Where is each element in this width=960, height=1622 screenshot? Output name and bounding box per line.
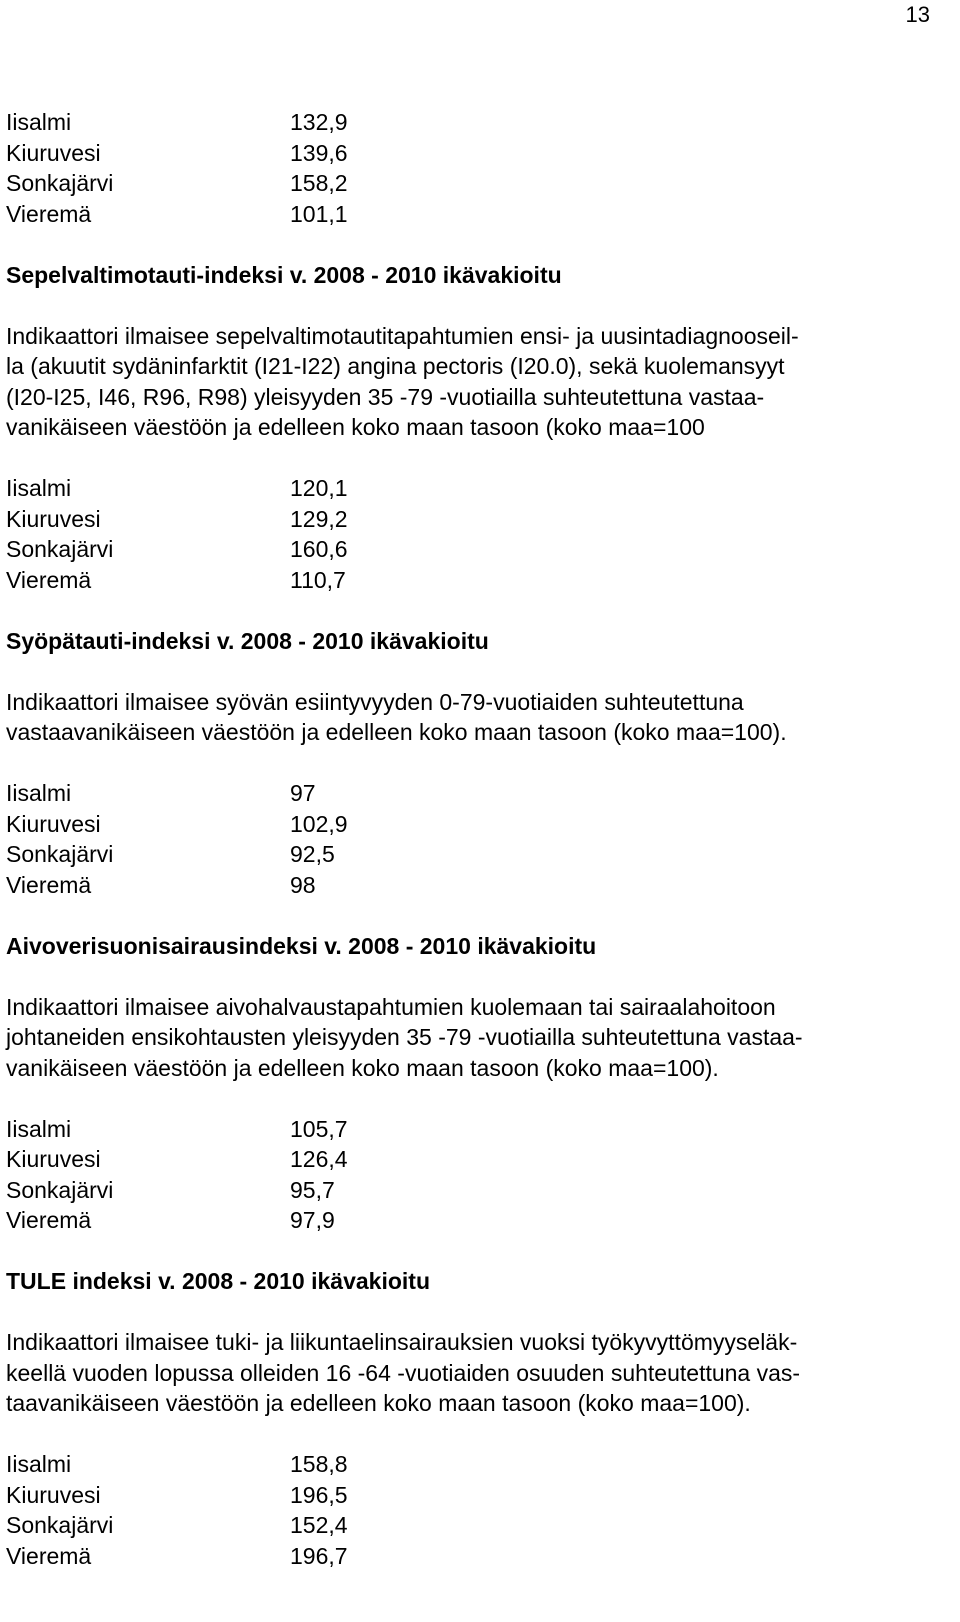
table-row bbox=[6, 138, 936, 169]
section-table bbox=[6, 1449, 936, 1571]
index-value: 95,7 bbox=[290, 1176, 335, 1203]
index-value: 158,2 bbox=[290, 170, 348, 196]
index-value: 132,9 bbox=[290, 109, 348, 135]
section-heading: Aivoverisuonisairausindeksi v. 2008 - 2010 ikävakioitu bbox=[6, 932, 597, 959]
index-value: 120,1 bbox=[290, 475, 348, 501]
section-table bbox=[6, 473, 936, 595]
paragraph-line: keellä vuoden lopussa olleiden 16 -64 -vuotiaiden osuuden suhteutettuna vas- bbox=[6, 1359, 801, 1386]
index-value: 126,4 bbox=[290, 1146, 348, 1172]
paragraph-line: johtaneiden ensikohtausten yleisyyden 35 -79 -vuotiailla suhteutettuna vastaa- bbox=[6, 1024, 803, 1050]
paragraph-line: vastaavanikäiseen väestöön ja edelleen koko maan tasoon (koko maa=100). bbox=[6, 719, 787, 745]
table-row bbox=[6, 839, 936, 870]
section-sepelvaltimotauti bbox=[6, 260, 936, 596]
section-heading: Sepelvaltimotauti-indeksi v. 2008 - 2010 ikävakioitu bbox=[6, 261, 562, 288]
municipality-name: Vieremä bbox=[6, 566, 92, 593]
table-row bbox=[6, 1144, 936, 1175]
municipality-name: Sonkajärvi bbox=[6, 1512, 114, 1538]
municipality-name: Sonkajärvi bbox=[6, 170, 114, 196]
index-value: 101,1 bbox=[290, 200, 348, 227]
table-row bbox=[6, 199, 936, 230]
paragraph-line: Indikaattori ilmaisee syövän esiintyvyyden 0-79-vuotiaiden suhteutettuna bbox=[6, 688, 744, 715]
section-paragraph bbox=[6, 1327, 936, 1419]
index-value: 196,5 bbox=[290, 1481, 348, 1508]
table-row bbox=[6, 473, 936, 504]
index-value: 158,8 bbox=[290, 1451, 348, 1477]
table-row bbox=[6, 870, 936, 901]
municipality-name: Vieremä bbox=[6, 1542, 92, 1569]
municipality-name: Kiuruvesi bbox=[6, 139, 101, 166]
table-row bbox=[6, 1541, 936, 1572]
section-paragraph bbox=[6, 321, 936, 443]
table-row bbox=[6, 1510, 936, 1541]
index-value: 129,2 bbox=[290, 505, 348, 532]
table-row bbox=[6, 1175, 936, 1206]
paragraph-line: vanikäiseen väestöön ja edelleen koko maan tasoon (koko maa=100). bbox=[6, 1054, 719, 1081]
paragraph-line: Indikaattori ilmaisee sepelvaltimotautitapahtumien ensi- ja uusintadiagnooseil- bbox=[6, 322, 799, 349]
index-value: 110,7 bbox=[290, 566, 346, 593]
municipality-name: Kiuruvesi bbox=[6, 505, 101, 532]
index-value: 92,5 bbox=[290, 841, 335, 867]
section-paragraph bbox=[6, 687, 936, 748]
table-row bbox=[6, 809, 936, 840]
municipality-name: Vieremä bbox=[6, 200, 92, 227]
paragraph-line: (I20-I25, I46, R96, R98) yleisyyden 35 -79 -vuotiailla suhteutettuna vastaa- bbox=[6, 383, 765, 410]
table-row bbox=[6, 534, 936, 565]
section-table bbox=[6, 1114, 936, 1236]
municipality-name: Iisalmi bbox=[6, 1115, 72, 1142]
index-value: 139,6 bbox=[290, 139, 348, 166]
intro-table bbox=[6, 107, 936, 229]
paragraph-line: Indikaattori ilmaisee aivohalvaustapahtumien kuolemaan tai sairaalahoitoon bbox=[6, 993, 776, 1020]
index-value: 160,6 bbox=[290, 536, 348, 562]
paragraph-line: Indikaattori ilmaisee tuki- ja liikuntaelinsairauksien vuoksi työkyvyttömyyseläk- bbox=[6, 1329, 798, 1355]
table-row bbox=[6, 504, 936, 535]
section-aivoverisuonisairaus bbox=[6, 931, 936, 1236]
table-row bbox=[6, 1449, 936, 1480]
index-value: 97,9 bbox=[290, 1207, 335, 1233]
section-tule bbox=[6, 1266, 936, 1571]
section-paragraph bbox=[6, 992, 936, 1084]
index-value: 102,9 bbox=[290, 810, 348, 837]
table-row bbox=[6, 107, 936, 138]
table-row bbox=[6, 778, 936, 809]
table-row bbox=[6, 1205, 936, 1236]
section-heading: TULE indeksi v. 2008 - 2010 ikävakioitu bbox=[6, 1268, 430, 1294]
page-number: 13 bbox=[905, 2, 930, 27]
municipality-name: Iisalmi bbox=[6, 1451, 72, 1477]
municipality-name: Vieremä bbox=[6, 1207, 92, 1233]
index-value: 97 bbox=[290, 780, 316, 806]
table-row bbox=[6, 1114, 936, 1145]
municipality-name: Kiuruvesi bbox=[6, 1481, 101, 1508]
section-syopatauti bbox=[6, 626, 936, 901]
paragraph-line: taavanikäiseen väestöön ja edelleen koko maan tasoon (koko maa=100). bbox=[6, 1390, 751, 1416]
section-heading: Syöpätauti-indeksi v. 2008 - 2010 ikävakioitu bbox=[6, 627, 489, 654]
municipality-name: Kiuruvesi bbox=[6, 1146, 101, 1172]
table-row bbox=[6, 565, 936, 596]
index-value: 196,7 bbox=[290, 1542, 348, 1569]
municipality-name: Iisalmi bbox=[6, 475, 72, 501]
municipality-name: Iisalmi bbox=[6, 109, 72, 135]
municipality-name: Vieremä bbox=[6, 871, 92, 898]
index-value: 98 bbox=[290, 871, 316, 898]
section-table bbox=[6, 778, 936, 900]
index-value: 105,7 bbox=[290, 1115, 348, 1142]
municipality-name: Kiuruvesi bbox=[6, 810, 101, 837]
paragraph-line: la (akuutit sydäninfarktit (I21-I22) angina pectoris (I20.0), sekä kuolemansyyt bbox=[6, 353, 785, 379]
index-value: 152,4 bbox=[290, 1512, 348, 1538]
municipality-name: Sonkajärvi bbox=[6, 536, 114, 562]
table-row bbox=[6, 1480, 936, 1511]
municipality-name: Iisalmi bbox=[6, 780, 72, 806]
municipality-name: Sonkajärvi bbox=[6, 1176, 114, 1203]
table-row bbox=[6, 168, 936, 199]
paragraph-line: vanikäiseen väestöön ja edelleen koko maan tasoon (koko maa=100 bbox=[6, 414, 705, 440]
municipality-name: Sonkajärvi bbox=[6, 841, 114, 867]
document-body bbox=[6, 107, 936, 1571]
